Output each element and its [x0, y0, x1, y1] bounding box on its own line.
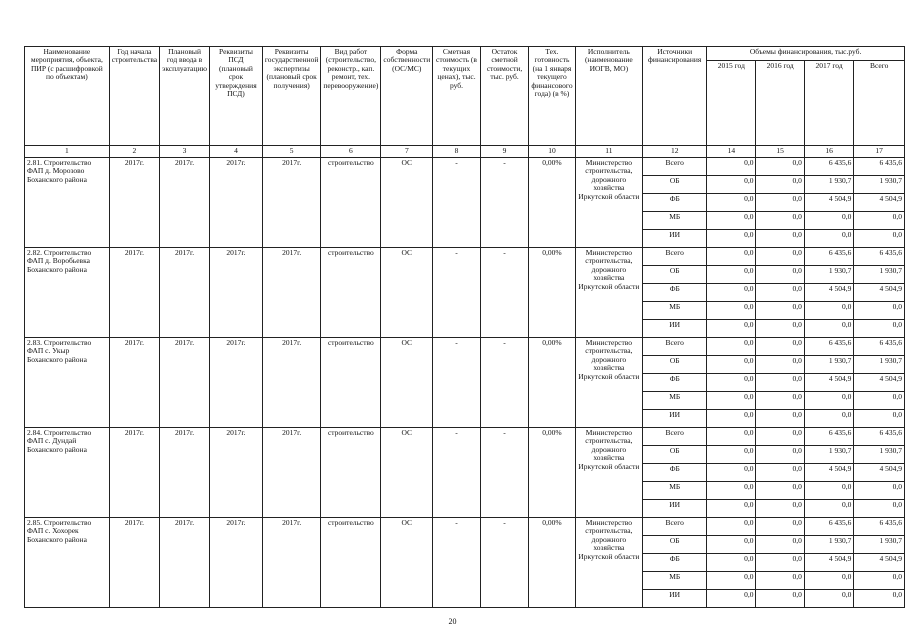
- header-start-year: Год начала строительства: [109, 47, 159, 146]
- amount-2017: 6 435,6: [804, 248, 854, 266]
- object-name: 2.83. Строительство ФАП с. Укыр Боханского района: [25, 338, 110, 428]
- amount-total: 4 504,9: [854, 554, 905, 572]
- work-type: строительство: [321, 338, 381, 428]
- column-number: 5: [262, 146, 320, 158]
- amount-2016: 0,0: [756, 428, 804, 446]
- amount-2016: 0,0: [756, 392, 804, 410]
- header-sources: Источники финансирования: [643, 47, 707, 146]
- amount-2017: 6 435,6: [804, 518, 854, 536]
- amount-2017: 0,0: [804, 590, 854, 608]
- work-type: строительство: [321, 428, 381, 518]
- planned-year: 2017г.: [160, 158, 210, 248]
- expertise-year: 2017г.: [262, 248, 320, 338]
- funding-source: ОБ: [643, 536, 707, 554]
- funding-source: ОБ: [643, 356, 707, 374]
- estimate-cost: -: [433, 158, 480, 248]
- amount-2016: 0,0: [756, 464, 804, 482]
- amount-2015: 0,0: [707, 212, 756, 230]
- readiness-percent: 0,00%: [529, 338, 575, 428]
- executor: Министерство строительства, дорожного хозяйства Иркутской области: [575, 338, 643, 428]
- funding-source: ОБ: [643, 446, 707, 464]
- amount-2016: 0,0: [756, 158, 804, 176]
- amount-total: 6 435,6: [854, 338, 905, 356]
- readiness-percent: 0,00%: [529, 518, 575, 608]
- column-number: 3: [160, 146, 210, 158]
- amount-2017: 6 435,6: [804, 428, 854, 446]
- funding-source: Всего: [643, 248, 707, 266]
- psd-year: 2017г.: [209, 248, 262, 338]
- amount-total: 4 504,9: [854, 194, 905, 212]
- table-row: [25, 338, 905, 356]
- amount-2016: 0,0: [756, 590, 804, 608]
- funding-source: МБ: [643, 392, 707, 410]
- estimate-cost: -: [433, 338, 480, 428]
- column-number: 7: [381, 146, 433, 158]
- amount-total: 0,0: [854, 320, 905, 338]
- object-name: 2.81. Строительство ФАП д. Морозово Боханского района: [25, 158, 110, 248]
- executor: Министерство строительства, дорожного хозяйства Иркутской области: [575, 428, 643, 518]
- amount-2017: 0,0: [804, 392, 854, 410]
- amount-2015: 0,0: [707, 284, 756, 302]
- funding-source: ИИ: [643, 410, 707, 428]
- estimate-cost: -: [433, 428, 480, 518]
- header-total: Всего: [854, 61, 905, 146]
- readiness-percent: 0,00%: [529, 428, 575, 518]
- funding-source: ФБ: [643, 374, 707, 392]
- ownership-form: ОС: [381, 338, 433, 428]
- column-number-row: [25, 146, 905, 158]
- start-year: 2017г.: [109, 158, 159, 248]
- remaining-cost: -: [480, 428, 529, 518]
- header-psd: Реквизиты ПСД (плановый срок утверждения ПСД): [209, 47, 262, 146]
- amount-2015: 0,0: [707, 428, 756, 446]
- amount-2015: 0,0: [707, 374, 756, 392]
- expertise-year: 2017г.: [262, 338, 320, 428]
- amount-2017: 1 930,7: [804, 446, 854, 464]
- header-name: Наименование мероприятия, объекта, ПИР (с расшифровкой по объектам): [25, 47, 110, 146]
- header-executor: Исполнитель (наименование ИОГВ, МО): [575, 47, 643, 146]
- amount-2016: 0,0: [756, 536, 804, 554]
- amount-2016: 0,0: [756, 302, 804, 320]
- header-estimate: Сметная стоимость (в текущих ценах), тыс. руб.: [433, 47, 480, 146]
- amount-2016: 0,0: [756, 176, 804, 194]
- planned-year: 2017г.: [160, 428, 210, 518]
- funding-source: МБ: [643, 482, 707, 500]
- funding-source: Всего: [643, 158, 707, 176]
- funding-source: ИИ: [643, 320, 707, 338]
- amount-2016: 0,0: [756, 194, 804, 212]
- header-work-type: Вид работ (строительство, реконстр., кап. ремонт, тех. перевооружение): [321, 47, 381, 146]
- amount-2017: 0,0: [804, 212, 854, 230]
- amount-2017: 6 435,6: [804, 338, 854, 356]
- amount-2015: 0,0: [707, 590, 756, 608]
- object-name: 2.84. Строительство ФАП с. Дундай Боханского района: [25, 428, 110, 518]
- psd-year: 2017г.: [209, 158, 262, 248]
- amount-2015: 0,0: [707, 320, 756, 338]
- amount-total: 4 504,9: [854, 284, 905, 302]
- amount-2016: 0,0: [756, 374, 804, 392]
- ownership-form: ОС: [381, 158, 433, 248]
- amount-2016: 0,0: [756, 482, 804, 500]
- expertise-year: 2017г.: [262, 428, 320, 518]
- table-row: [25, 158, 905, 176]
- amount-total: 6 435,6: [854, 518, 905, 536]
- amount-2017: 0,0: [804, 482, 854, 500]
- column-number: 14: [707, 146, 756, 158]
- amount-total: 0,0: [854, 590, 905, 608]
- amount-2015: 0,0: [707, 500, 756, 518]
- column-number: 12: [643, 146, 707, 158]
- ownership-form: ОС: [381, 248, 433, 338]
- amount-2016: 0,0: [756, 248, 804, 266]
- amount-total: 0,0: [854, 230, 905, 248]
- amount-2015: 0,0: [707, 554, 756, 572]
- funding-source: ОБ: [643, 266, 707, 284]
- header-2016: 2016 год: [756, 61, 804, 146]
- ownership-form: ОС: [381, 428, 433, 518]
- amount-2016: 0,0: [756, 446, 804, 464]
- amount-total: 1 930,7: [854, 446, 905, 464]
- amount-total: 0,0: [854, 500, 905, 518]
- remaining-cost: -: [480, 248, 529, 338]
- amount-total: 0,0: [854, 302, 905, 320]
- funding-source: МБ: [643, 212, 707, 230]
- header-expertise: Реквизиты государственной экспертизы (плановый срок получения): [262, 47, 320, 146]
- psd-year: 2017г.: [209, 338, 262, 428]
- amount-2016: 0,0: [756, 500, 804, 518]
- amount-total: 4 504,9: [854, 464, 905, 482]
- psd-year: 2017г.: [209, 428, 262, 518]
- amount-2017: 1 930,7: [804, 176, 854, 194]
- amount-total: 4 504,9: [854, 374, 905, 392]
- amount-2015: 0,0: [707, 446, 756, 464]
- start-year: 2017г.: [109, 518, 159, 608]
- amount-2015: 0,0: [707, 410, 756, 428]
- header-financing: Объемы финансирования, тыс.руб.: [707, 47, 905, 61]
- funding-source: МБ: [643, 302, 707, 320]
- expertise-year: 2017г.: [262, 158, 320, 248]
- amount-total: 1 930,7: [854, 356, 905, 374]
- readiness-percent: 0,00%: [529, 248, 575, 338]
- header-ownership: Форма собственности (ОС/МС): [381, 47, 433, 146]
- amount-2016: 0,0: [756, 572, 804, 590]
- amount-2017: 1 930,7: [804, 536, 854, 554]
- amount-2016: 0,0: [756, 518, 804, 536]
- amount-2017: 4 504,9: [804, 374, 854, 392]
- header-readiness: Тех. готовность (на 1 января текущего финансового года) (в %): [529, 47, 575, 146]
- amount-2017: 0,0: [804, 410, 854, 428]
- executor: Министерство строительства, дорожного хозяйства Иркутской области: [575, 518, 643, 608]
- start-year: 2017г.: [109, 428, 159, 518]
- executor: Министерство строительства, дорожного хозяйства Иркутской области: [575, 248, 643, 338]
- header-row: [25, 47, 905, 61]
- column-number: 15: [756, 146, 804, 158]
- column-number: 9: [480, 146, 529, 158]
- estimate-cost: -: [433, 248, 480, 338]
- executor: Министерство строительства, дорожного хозяйства Иркутской области: [575, 158, 643, 248]
- amount-2015: 0,0: [707, 518, 756, 536]
- amount-2015: 0,0: [707, 464, 756, 482]
- column-number: 6: [321, 146, 381, 158]
- column-number: 17: [854, 146, 905, 158]
- amount-2017: 0,0: [804, 500, 854, 518]
- amount-2015: 0,0: [707, 194, 756, 212]
- investment-program-table: [24, 46, 905, 608]
- amount-2017: 6 435,6: [804, 158, 854, 176]
- work-type: строительство: [321, 158, 381, 248]
- funding-source: ИИ: [643, 590, 707, 608]
- amount-total: 0,0: [854, 482, 905, 500]
- psd-year: 2017г.: [209, 518, 262, 608]
- amount-2015: 0,0: [707, 230, 756, 248]
- column-number: 11: [575, 146, 643, 158]
- amount-2016: 0,0: [756, 230, 804, 248]
- amount-2017: 4 504,9: [804, 194, 854, 212]
- amount-2017: 1 930,7: [804, 266, 854, 284]
- amount-2016: 0,0: [756, 338, 804, 356]
- table-row: [25, 428, 905, 446]
- page-number: 20: [448, 617, 457, 626]
- object-name: 2.85. Строительство ФАП с. Хохорек Боханского района: [25, 518, 110, 608]
- amount-2016: 0,0: [756, 284, 804, 302]
- work-type: строительство: [321, 248, 381, 338]
- amount-2017: 4 504,9: [804, 284, 854, 302]
- funding-source: Всего: [643, 428, 707, 446]
- amount-2016: 0,0: [756, 410, 804, 428]
- remaining-cost: -: [480, 158, 529, 248]
- funding-source: ИИ: [643, 500, 707, 518]
- start-year: 2017г.: [109, 338, 159, 428]
- header-2017: 2017 год: [804, 61, 854, 146]
- amount-2016: 0,0: [756, 266, 804, 284]
- amount-total: 6 435,6: [854, 428, 905, 446]
- funding-source: ФБ: [643, 464, 707, 482]
- amount-2016: 0,0: [756, 212, 804, 230]
- remaining-cost: -: [480, 338, 529, 428]
- amount-2015: 0,0: [707, 338, 756, 356]
- table-row: [25, 518, 905, 536]
- work-type: строительство: [321, 518, 381, 608]
- amount-total: 0,0: [854, 212, 905, 230]
- amount-2015: 0,0: [707, 248, 756, 266]
- header-planned-year: Плановый год ввода в эксплуатацию: [160, 47, 210, 146]
- amount-2015: 0,0: [707, 158, 756, 176]
- amount-2017: 0,0: [804, 320, 854, 338]
- amount-2015: 0,0: [707, 176, 756, 194]
- header-2015: 2015 год: [707, 61, 756, 146]
- column-number: 16: [804, 146, 854, 158]
- ownership-form: ОС: [381, 518, 433, 608]
- object-name: 2.82. Строительство ФАП д. Воробьевка Боханского района: [25, 248, 110, 338]
- funding-source: МБ: [643, 572, 707, 590]
- amount-2017: 1 930,7: [804, 356, 854, 374]
- amount-total: 0,0: [854, 572, 905, 590]
- funding-source: Всего: [643, 338, 707, 356]
- column-number: 2: [109, 146, 159, 158]
- funding-source: ФБ: [643, 194, 707, 212]
- funding-source: ИИ: [643, 230, 707, 248]
- start-year: 2017г.: [109, 248, 159, 338]
- header-remaining: Остаток сметной стоимости, тыс. руб.: [480, 47, 529, 146]
- column-number: 4: [209, 146, 262, 158]
- document-page: [24, 46, 905, 608]
- column-number: 1: [25, 146, 110, 158]
- funding-source: ФБ: [643, 554, 707, 572]
- planned-year: 2017г.: [160, 518, 210, 608]
- amount-2015: 0,0: [707, 302, 756, 320]
- amount-2017: 0,0: [804, 302, 854, 320]
- amount-total: 0,0: [854, 392, 905, 410]
- amount-2015: 0,0: [707, 356, 756, 374]
- column-number: 8: [433, 146, 480, 158]
- amount-2015: 0,0: [707, 536, 756, 554]
- amount-total: 1 930,7: [854, 536, 905, 554]
- amount-2016: 0,0: [756, 554, 804, 572]
- amount-2015: 0,0: [707, 266, 756, 284]
- amount-total: 1 930,7: [854, 266, 905, 284]
- amount-2017: 4 504,9: [804, 464, 854, 482]
- amount-total: 6 435,6: [854, 248, 905, 266]
- amount-2016: 0,0: [756, 356, 804, 374]
- funding-source: ОБ: [643, 176, 707, 194]
- planned-year: 2017г.: [160, 338, 210, 428]
- amount-2015: 0,0: [707, 482, 756, 500]
- planned-year: 2017г.: [160, 248, 210, 338]
- remaining-cost: -: [480, 518, 529, 608]
- amount-total: 1 930,7: [854, 176, 905, 194]
- amount-2015: 0,0: [707, 392, 756, 410]
- amount-2017: 0,0: [804, 230, 854, 248]
- amount-2017: 4 504,9: [804, 554, 854, 572]
- amount-2015: 0,0: [707, 572, 756, 590]
- amount-2016: 0,0: [756, 320, 804, 338]
- amount-2017: 0,0: [804, 572, 854, 590]
- amount-total: 6 435,6: [854, 158, 905, 176]
- estimate-cost: -: [433, 518, 480, 608]
- table-row: [25, 248, 905, 266]
- funding-source: Всего: [643, 518, 707, 536]
- amount-total: 0,0: [854, 410, 905, 428]
- column-number: 10: [529, 146, 575, 158]
- readiness-percent: 0,00%: [529, 158, 575, 248]
- expertise-year: 2017г.: [262, 518, 320, 608]
- funding-source: ФБ: [643, 284, 707, 302]
